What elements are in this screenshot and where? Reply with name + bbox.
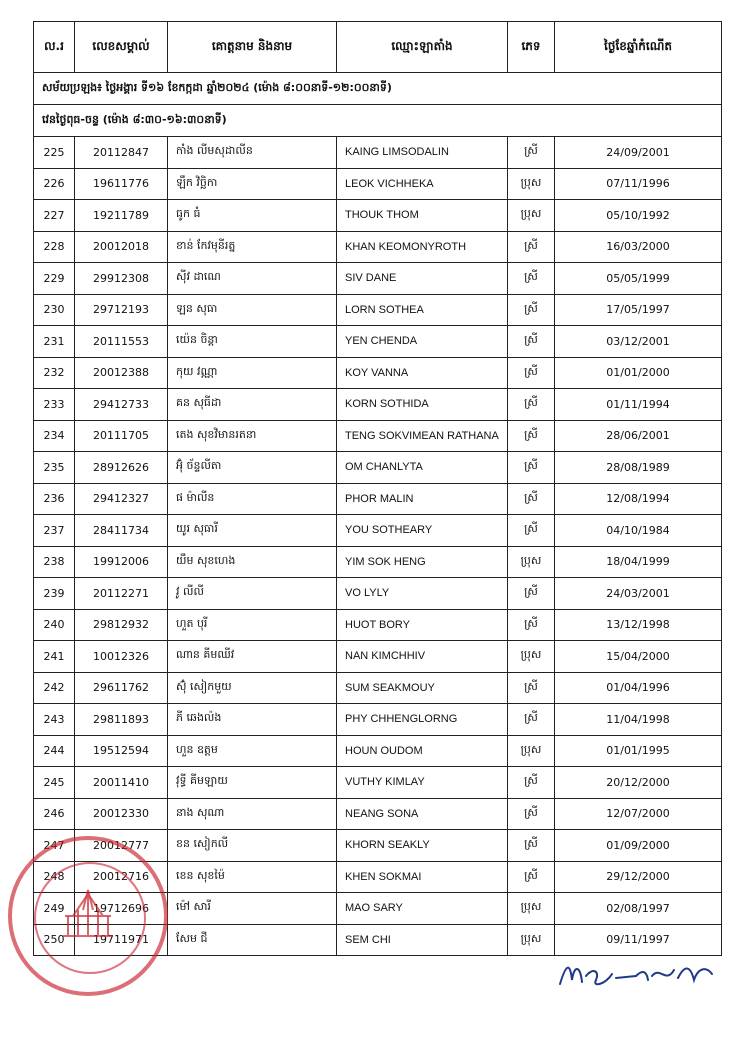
row-latin-name: VO LYLY: [337, 578, 508, 610]
row-khmer-name: កុយ វណ្ណា: [168, 357, 337, 389]
row-latin-name: LORN SOTHEA: [337, 294, 508, 326]
row-latin-name: VUTHY KIMLAY: [337, 767, 508, 799]
row-dob: 01/01/1995: [555, 735, 722, 767]
row-number: 249: [34, 893, 75, 925]
row-latin-name: MAO SARY: [337, 893, 508, 925]
row-latin-name: TENG SOKVIMEAN RATHANA: [337, 420, 508, 452]
row-number: 236: [34, 483, 75, 515]
row-dob: 15/04/2000: [555, 641, 722, 673]
row-dob: 28/08/1989: [555, 452, 722, 484]
row-dob: 29/12/2000: [555, 861, 722, 893]
table-header-row: [34, 22, 722, 73]
row-id: 29912308: [75, 263, 168, 295]
row-sex: ស្រី: [508, 483, 555, 515]
row-dob: 24/09/2001: [555, 137, 722, 169]
row-id: 19512594: [75, 735, 168, 767]
table-row: [34, 515, 722, 547]
header-khmer-name: គោត្តនាម និងនាម: [168, 22, 337, 73]
row-sex: ស្រី: [508, 830, 555, 862]
row-id: 20012388: [75, 357, 168, 389]
row-sex: ស្រី: [508, 672, 555, 704]
row-id: 19912006: [75, 546, 168, 578]
row-latin-name: KAING LIMSODALIN: [337, 137, 508, 169]
table-row: [34, 389, 722, 421]
table-row: [34, 735, 722, 767]
row-sex: ស្រី: [508, 767, 555, 799]
row-dob: 04/10/1984: [555, 515, 722, 547]
row-khmer-name: ខាន់ កែវមុនីរត្ន: [168, 231, 337, 263]
row-id: 10012326: [75, 641, 168, 673]
row-khmer-name: តេង សុខវិមានរតនា: [168, 420, 337, 452]
row-id: 20111705: [75, 420, 168, 452]
row-id: 20112847: [75, 137, 168, 169]
handwritten-signature: [556, 954, 716, 994]
table-row: [34, 861, 722, 893]
row-khmer-name: វូ លីលី: [168, 578, 337, 610]
row-number: 235: [34, 452, 75, 484]
row-dob: 11/04/1998: [555, 704, 722, 736]
row-number: 228: [34, 231, 75, 263]
row-latin-name: PHY CHHENGLORNG: [337, 704, 508, 736]
header-latin-name: ឈ្មោះឡាតាំង: [337, 22, 508, 73]
row-dob: 12/07/2000: [555, 798, 722, 830]
row-id: 19712696: [75, 893, 168, 925]
row-sex: ប្រុស: [508, 893, 555, 925]
row-latin-name: THOUK THOM: [337, 200, 508, 232]
table-row: [34, 578, 722, 610]
row-khmer-name: អ៊ុំ ច័ន្ទលីតា: [168, 452, 337, 484]
row-latin-name: YIM SOK HENG: [337, 546, 508, 578]
row-number: 227: [34, 200, 75, 232]
row-number: 226: [34, 168, 75, 200]
row-dob: 07/11/1996: [555, 168, 722, 200]
row-khmer-name: ម៉ៅ សារី: [168, 893, 337, 925]
row-khmer-name: ឡឹក វិច្ឆិកា: [168, 168, 337, 200]
row-id: 29811893: [75, 704, 168, 736]
row-number: 229: [34, 263, 75, 295]
row-latin-name: YOU SOTHEARY: [337, 515, 508, 547]
row-dob: 09/11/1997: [555, 924, 722, 956]
row-dob: 18/04/1999: [555, 546, 722, 578]
table-row: [34, 231, 722, 263]
row-khmer-name: ស៊ុំ សៀកមួយ: [168, 672, 337, 704]
row-id: 20111553: [75, 326, 168, 358]
table-row: [34, 641, 722, 673]
row-khmer-name: យ៉េន ចិន្ដា: [168, 326, 337, 358]
row-dob: 02/08/1997: [555, 893, 722, 925]
row-number: 230: [34, 294, 75, 326]
row-khmer-name: ហួត បុរី: [168, 609, 337, 641]
row-sex: ប្រុស: [508, 546, 555, 578]
row-khmer-name: ផ ម៉ាលីន: [168, 483, 337, 515]
row-id: 28411734: [75, 515, 168, 547]
table-row: [34, 263, 722, 295]
row-sex: ស្រី: [508, 578, 555, 610]
row-khmer-name: គន សុធីដា: [168, 389, 337, 421]
row-dob: 24/03/2001: [555, 578, 722, 610]
row-id: 20012777: [75, 830, 168, 862]
row-id: 29412733: [75, 389, 168, 421]
row-sex: ស្រី: [508, 326, 555, 358]
row-latin-name: PHOR MALIN: [337, 483, 508, 515]
row-khmer-name: ភី ឆេងល៉ង: [168, 704, 337, 736]
row-khmer-name: យូរ សុធារី: [168, 515, 337, 547]
row-number: 245: [34, 767, 75, 799]
row-sex: ស្រី: [508, 294, 555, 326]
row-sex: ប្រុស: [508, 641, 555, 673]
row-id: 29712193: [75, 294, 168, 326]
row-number: 244: [34, 735, 75, 767]
row-number: 238: [34, 546, 75, 578]
candidate-table: [33, 21, 722, 956]
row-latin-name: SEM CHI: [337, 924, 508, 956]
table-row: [34, 798, 722, 830]
row-sex: ស្រី: [508, 420, 555, 452]
row-khmer-name: យឹម សុខហេង: [168, 546, 337, 578]
table-row: [34, 357, 722, 389]
table-row: [34, 830, 722, 862]
row-number: 243: [34, 704, 75, 736]
shift-text: វេនថ្ងៃពុធ-ចន្ទ (ម៉ោង ៨:៣០-១៦:៣០នាទី): [34, 105, 722, 137]
row-id: 29812932: [75, 609, 168, 641]
row-number: 233: [34, 389, 75, 421]
row-latin-name: OM CHANLYTA: [337, 452, 508, 484]
row-number: 225: [34, 137, 75, 169]
row-latin-name: HUOT BORY: [337, 609, 508, 641]
table-row: [34, 168, 722, 200]
row-sex: ស្រី: [508, 798, 555, 830]
row-sex: ប្រុស: [508, 735, 555, 767]
row-id: 20012716: [75, 861, 168, 893]
row-latin-name: SUM SEAKMOUY: [337, 672, 508, 704]
row-id: 19211789: [75, 200, 168, 232]
table-row: [34, 483, 722, 515]
row-latin-name: HOUN OUDOM: [337, 735, 508, 767]
row-number: 239: [34, 578, 75, 610]
row-khmer-name: ខេន សុខម៉ៃ: [168, 861, 337, 893]
row-number: 242: [34, 672, 75, 704]
row-sex: ប្រុស: [508, 168, 555, 200]
row-khmer-name: ហួន ឧត្តម: [168, 735, 337, 767]
table-row: [34, 452, 722, 484]
header-no: ល.រ: [34, 22, 75, 73]
row-dob: 28/06/2001: [555, 420, 722, 452]
row-sex: ស្រី: [508, 861, 555, 893]
row-khmer-name: ឡន សុធា: [168, 294, 337, 326]
row-khmer-name: វុទ្ធី គីមឡាយ: [168, 767, 337, 799]
row-dob: 01/04/1996: [555, 672, 722, 704]
row-number: 231: [34, 326, 75, 358]
row-dob: 05/10/1992: [555, 200, 722, 232]
row-number: 241: [34, 641, 75, 673]
row-khmer-name: ស៊ីវ ដាណេ: [168, 263, 337, 295]
session-row: [34, 73, 722, 105]
row-id: 20011410: [75, 767, 168, 799]
row-khmer-name: ណាន គីមឈីវ: [168, 641, 337, 673]
row-latin-name: KHORN SEAKLY: [337, 830, 508, 862]
row-dob: 05/05/1999: [555, 263, 722, 295]
table-row: [34, 546, 722, 578]
row-dob: 20/12/2000: [555, 767, 722, 799]
table-row: [34, 294, 722, 326]
row-khmer-name: សែម ជី: [168, 924, 337, 956]
row-number: 237: [34, 515, 75, 547]
row-number: 246: [34, 798, 75, 830]
row-id: 20112271: [75, 578, 168, 610]
header-dob: ថ្ងៃខែឆ្នាំកំណើត: [555, 22, 722, 73]
row-latin-name: KHAN KEOMONYROTH: [337, 231, 508, 263]
session-text: សម័យប្រឡង៖ ថ្ងៃអង្គារ ទី១៦ ខែកក្កដា ឆ្នាំ២០២៤ (ម៉ោង ៨:០០នាទី-១២:០០នាទី): [34, 73, 722, 105]
table-row: [34, 326, 722, 358]
table-row: [34, 893, 722, 925]
table-row: [34, 137, 722, 169]
row-latin-name: KOY VANNA: [337, 357, 508, 389]
row-sex: ស្រី: [508, 609, 555, 641]
candidate-list-sheet: [33, 21, 721, 956]
row-khmer-name: នាង សុណា: [168, 798, 337, 830]
row-dob: 01/11/1994: [555, 389, 722, 421]
row-dob: 16/03/2000: [555, 231, 722, 263]
row-dob: 12/08/1994: [555, 483, 722, 515]
row-sex: ស្រី: [508, 357, 555, 389]
row-dob: 03/12/2001: [555, 326, 722, 358]
row-sex: ស្រី: [508, 231, 555, 263]
row-sex: ស្រី: [508, 389, 555, 421]
row-sex: ស្រី: [508, 452, 555, 484]
table-row: [34, 767, 722, 799]
row-latin-name: KHEN SOKMAI: [337, 861, 508, 893]
row-khmer-name: កាំង លីមសុដាលីន: [168, 137, 337, 169]
row-sex: ប្រុស: [508, 200, 555, 232]
row-id: 19611776: [75, 168, 168, 200]
row-number: 234: [34, 420, 75, 452]
table-row: [34, 704, 722, 736]
row-number: 247: [34, 830, 75, 862]
row-number: 240: [34, 609, 75, 641]
table-row: [34, 420, 722, 452]
row-khmer-name: ខន សៀកលី: [168, 830, 337, 862]
row-latin-name: LEOK VICHHEKA: [337, 168, 508, 200]
table-row: [34, 672, 722, 704]
row-id: 20012018: [75, 231, 168, 263]
row-number: 250: [34, 924, 75, 956]
row-latin-name: KORN SOTHIDA: [337, 389, 508, 421]
row-id: 29611762: [75, 672, 168, 704]
row-dob: 13/12/1998: [555, 609, 722, 641]
row-latin-name: YEN CHENDA: [337, 326, 508, 358]
row-dob: 17/05/1997: [555, 294, 722, 326]
row-sex: ប្រុស: [508, 924, 555, 956]
row-dob: 01/01/2000: [555, 357, 722, 389]
row-sex: ស្រី: [508, 137, 555, 169]
header-id: លេខសម្គាល់: [75, 22, 168, 73]
row-sex: ស្រី: [508, 263, 555, 295]
row-sex: ស្រី: [508, 704, 555, 736]
row-latin-name: NEANG SONA: [337, 798, 508, 830]
row-khmer-name: ធូក ធំ: [168, 200, 337, 232]
row-dob: 01/09/2000: [555, 830, 722, 862]
table-row: [34, 200, 722, 232]
header-sex: ភេទ: [508, 22, 555, 73]
row-number: 232: [34, 357, 75, 389]
table-row: [34, 924, 722, 956]
row-id: 20012330: [75, 798, 168, 830]
row-number: 248: [34, 861, 75, 893]
row-latin-name: NAN KIMCHHIV: [337, 641, 508, 673]
shift-row: [34, 105, 722, 137]
row-latin-name: SIV DANE: [337, 263, 508, 295]
table-row: [34, 609, 722, 641]
row-sex: ស្រី: [508, 515, 555, 547]
row-id: 28912626: [75, 452, 168, 484]
row-id: 19711971: [75, 924, 168, 956]
row-id: 29412327: [75, 483, 168, 515]
